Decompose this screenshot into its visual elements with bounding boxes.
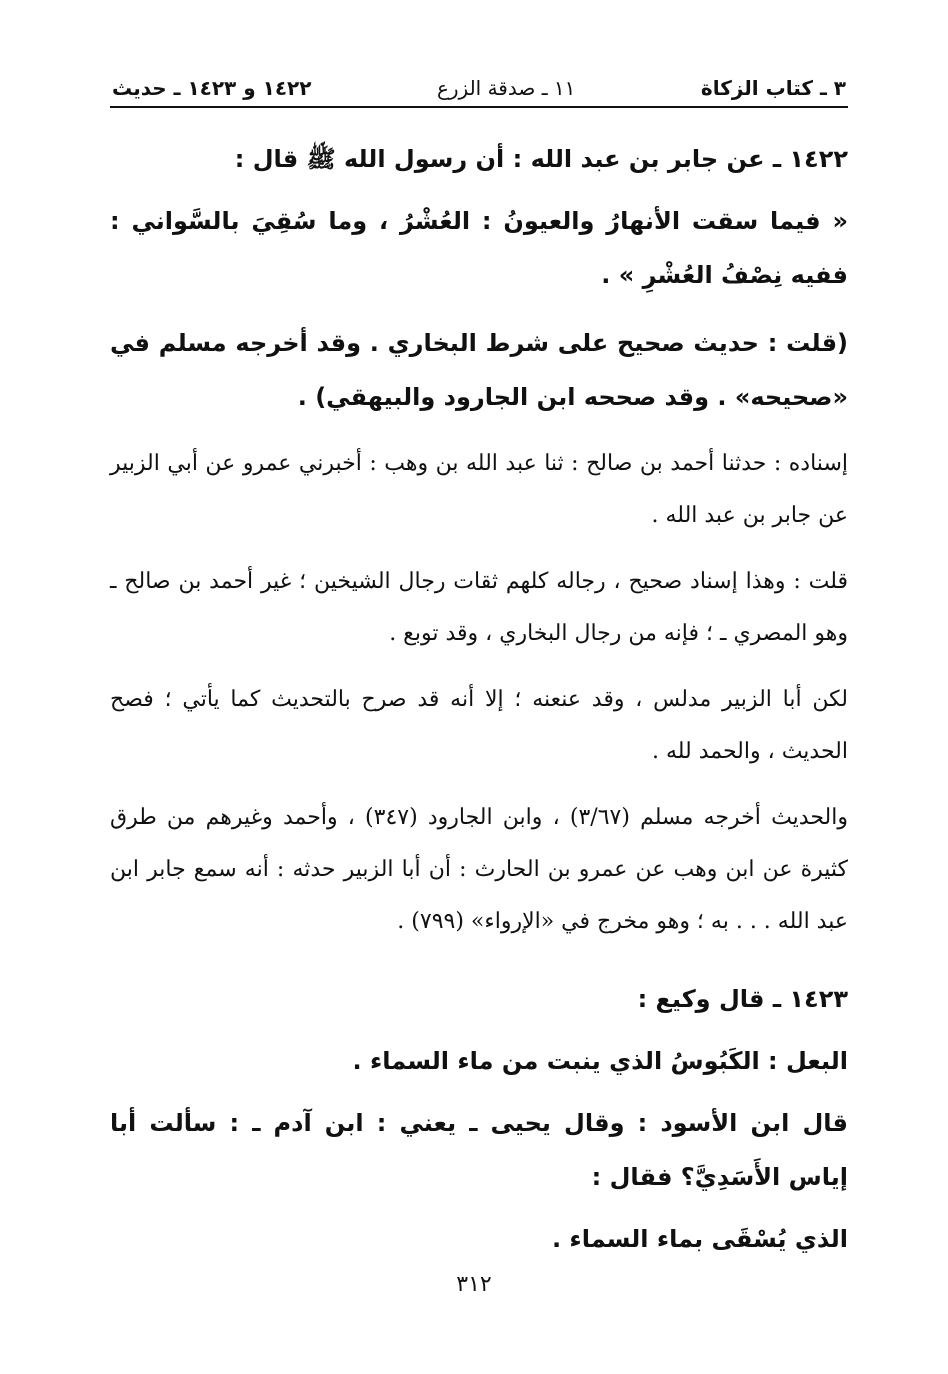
hadith-1422-note-2: لكن أبا الزبير مدلس ، وقد عنعنه ؛ إلا أنه قد صرح بالتحديث كما يأتي ؛ فصح الحديث ، والحمد لله . [110,687,848,764]
header-book-title: ٣ ـ كتاب الزكاة [700,76,846,100]
hadith-1422-note-3: والحديث أخرجه مسلم (٣/٦٧) ، وابن الجارود (٣٤٧) ، وأحمد وغيرهم من طرق كثيرة عن ابن وهب عن عمرو بن الحارث : أن أبا الزبير حدثه : أنه سمع جابر ابن عبد الله . . . به ؛ وهو مخرج في «الإرواء» (٧٩٩) . [110,805,848,934]
hadith-1422-intro: ١٤٢٢ ـ عن جابر بن عبد الله : أن رسول الله ﷺ قال : [234,145,848,173]
hadith-1422-isnad: إسناده : حدثنا أحمد بن صالح : ثنا عبد الله بن وهب : أخبرني عمرو عن أبي الزبير عن جابر بن عبد الله . [110,451,848,528]
page-number: ٣١٢ [456,1272,492,1297]
header-hadith-range: ١٤٢٢ و ١٤٢٣ ـ حديث [112,76,312,100]
hadith-1423-intro: ١٤٢٣ ـ قال وكيع : [637,985,848,1013]
header-chapter-title: ١١ ـ صدقة الزرع [436,76,576,100]
running-header [110,70,848,108]
hadith-1423-line-3: الذي يُسْقَى بماء السماء . [551,1225,848,1253]
hadith-1423-line-2: قال ابن الأسود : وقال يحيى ـ يعني : ابن آدم ـ : سألت أبا إياس الأَسَدِيَّ؟ فقال : [110,1109,848,1191]
hadith-1422-note-1: قلت : وهذا إسناد صحيح ، رجاله كلهم ثقات رجال الشيخين ؛ غير أحمد بن صالح ـ وهو المصري ـ ؛ فإنه من رجال البخاري ، وقد توبع . [110,569,848,646]
hadith-1422-comment: (قلت : حديث صحيح على شرط البخاري . وقد أخرجه مسلم في «صحيحه» . وقد صححه ابن الجارود والبيهقي) . [110,329,848,411]
page-body [110,70,848,1266]
hadith-1422-text: « فيما سقت الأنهارُ والعيونُ : العُشْرُ ، وما سُقِيَ بالسَّواني : ففيه نِصْفُ العُشْرِ » . [110,207,848,289]
hadith-1423-line-1: البعل : الكَبُوسُ الذي ينبت من ماء السماء . [352,1047,848,1075]
